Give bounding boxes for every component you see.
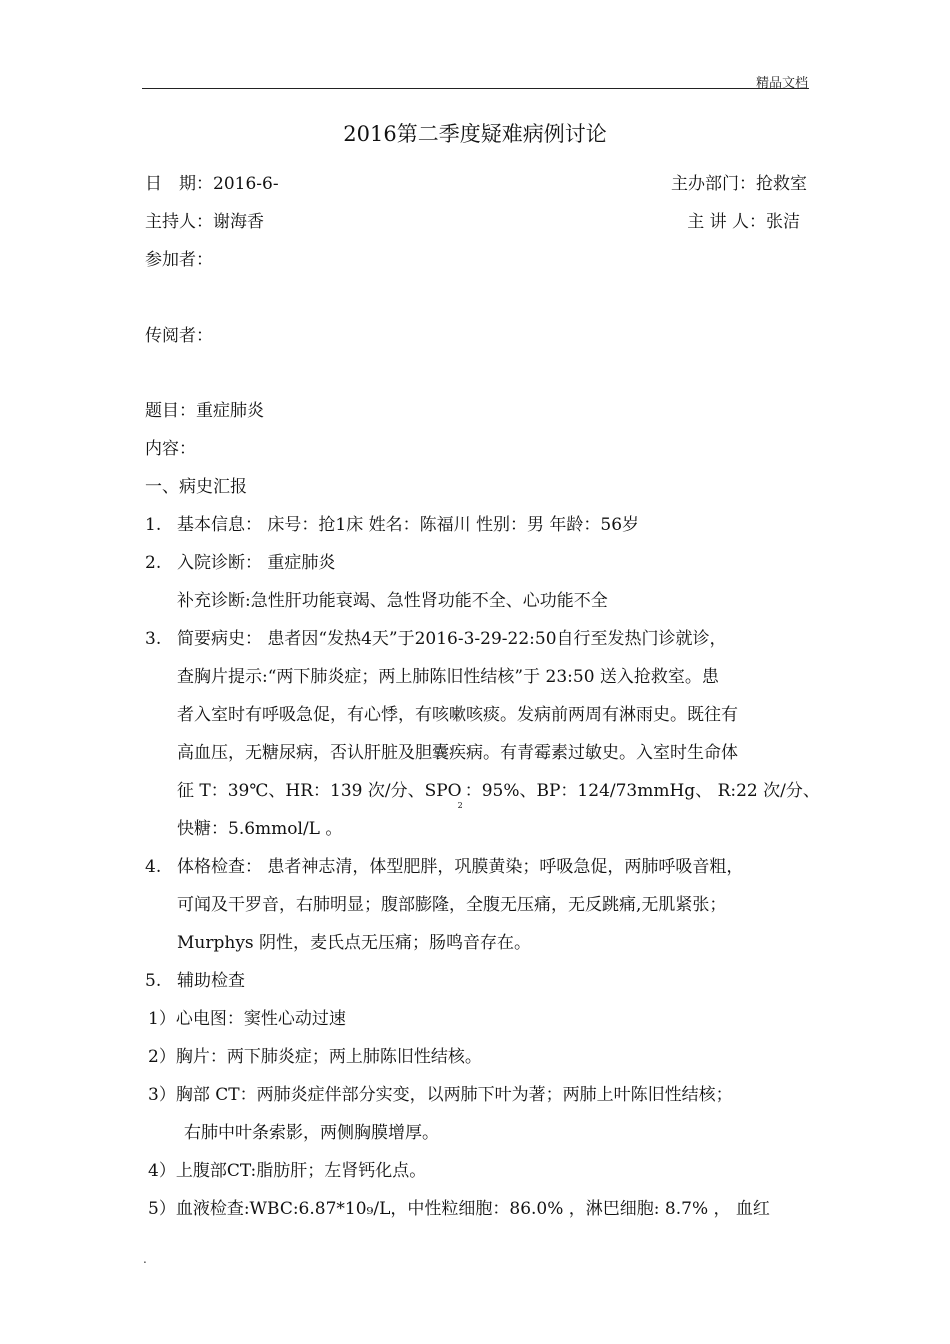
supplementary-diagnosis: 补充诊断:急性肝功能衰竭、急性肾功能不全、心功能不全 [177, 591, 608, 611]
aux-chest-xray: 2）胸片：两下肺炎症；两上肺陈旧性结核。 [148, 1047, 482, 1067]
history-line: 者入室时有呼吸急促，有心悸，有咳嗽咳痰。发病前两周有淋雨史。既往有 [177, 705, 738, 725]
exam-line: Murphys 阴性，麦氏点无压痛；肠鸣音存在。 [177, 933, 532, 953]
item-basic-info [145, 512, 639, 538]
section-heading: 一、病史汇报 [145, 477, 247, 497]
item-number: 1. [145, 515, 162, 535]
exam-line: 体格检查： 患者神志清，体型肥胖，巩膜黄染；呼吸急促，两肺呼吸音粗， [177, 857, 744, 877]
meta-participants: 参加者： [145, 250, 213, 270]
subscript: 2 [457, 801, 463, 810]
item-admission-diagnosis [145, 550, 335, 576]
meta-circulated: 传阅者： [145, 326, 213, 346]
document-title: 2016第二季度疑难病例讨论 [343, 122, 607, 146]
aux-ecg: 1）心电图：窦性心动过速 [148, 1009, 346, 1029]
history-line: 简要病史： 患者因“发热4天”于2016-3-29-22:50自行至发热门诊就诊， [177, 629, 727, 649]
exam-line: 可闻及干罗音，右肺明显；腹部膨隆，全腹无压痛，无反跳痛,无肌紧张； [177, 895, 727, 915]
topic: 题目：重症肺炎 [145, 401, 264, 421]
history-line: 高血压，无糖尿病，否认肝脏及胆囊疾病。有青霉素过敏史。入室时生命体 [177, 743, 738, 763]
meta-host: 主持人：谢海香 [145, 212, 264, 232]
vitals-text: 征 T：39℃、HR：139 次/分、SPO [177, 781, 462, 801]
aux-chest-ct-cont: 右肺中叶条索影，两侧胸膜增厚。 [184, 1123, 439, 1143]
item-auxiliary-exam [145, 968, 245, 994]
meta-date: 日 期：2016-6- [145, 174, 279, 194]
item-text: 辅助检查 [177, 971, 245, 991]
history-line: 快糖：5.6mmol/L 。 [177, 819, 343, 839]
history-line-vitals [177, 778, 820, 819]
history-line: 查胸片提示:“两下肺炎症；两上肺陈旧性结核”于 23:50 送入抢救室。患 [177, 667, 719, 687]
vitals-text: ：95%、BP：124/73mmHg、 R:22 次/分、 [464, 781, 820, 801]
item-text: 入院诊断： 重症肺炎 [177, 553, 336, 573]
meta-speaker: 主 讲 人：张洁 [687, 212, 800, 232]
item-number: 5. [145, 971, 162, 991]
item-number: 2. [145, 553, 162, 573]
aux-abdominal-ct: 4）上腹部CT:脂肪肝；左肾钙化点。 [148, 1161, 427, 1181]
item-text: 基本信息： 床号：抢1床 姓名：陈福川 性别：男 年龄：56岁 [177, 515, 640, 535]
content-label: 内容： [145, 439, 196, 459]
header-tag: 精品文档 [755, 76, 808, 91]
footer-mark: . [143, 1252, 147, 1266]
header-rule [142, 88, 809, 89]
aux-chest-ct: 3）胸部 CT：两肺炎症伴部分实变，以两肺下叶为著；两肺上叶陈旧性结核； [148, 1085, 733, 1105]
item-number: 4. [145, 857, 162, 877]
item-brief-history [145, 626, 727, 652]
item-number: 3. [145, 629, 162, 649]
meta-department: 主办部门：抢救室 [671, 174, 807, 194]
item-physical-exam [145, 854, 743, 880]
aux-blood-test: 5）血液检查:WBC:6.87*10₉/L，中性粒细胞：86.0% ，淋巴细胞: 8.7% ， 血红 [148, 1199, 770, 1219]
